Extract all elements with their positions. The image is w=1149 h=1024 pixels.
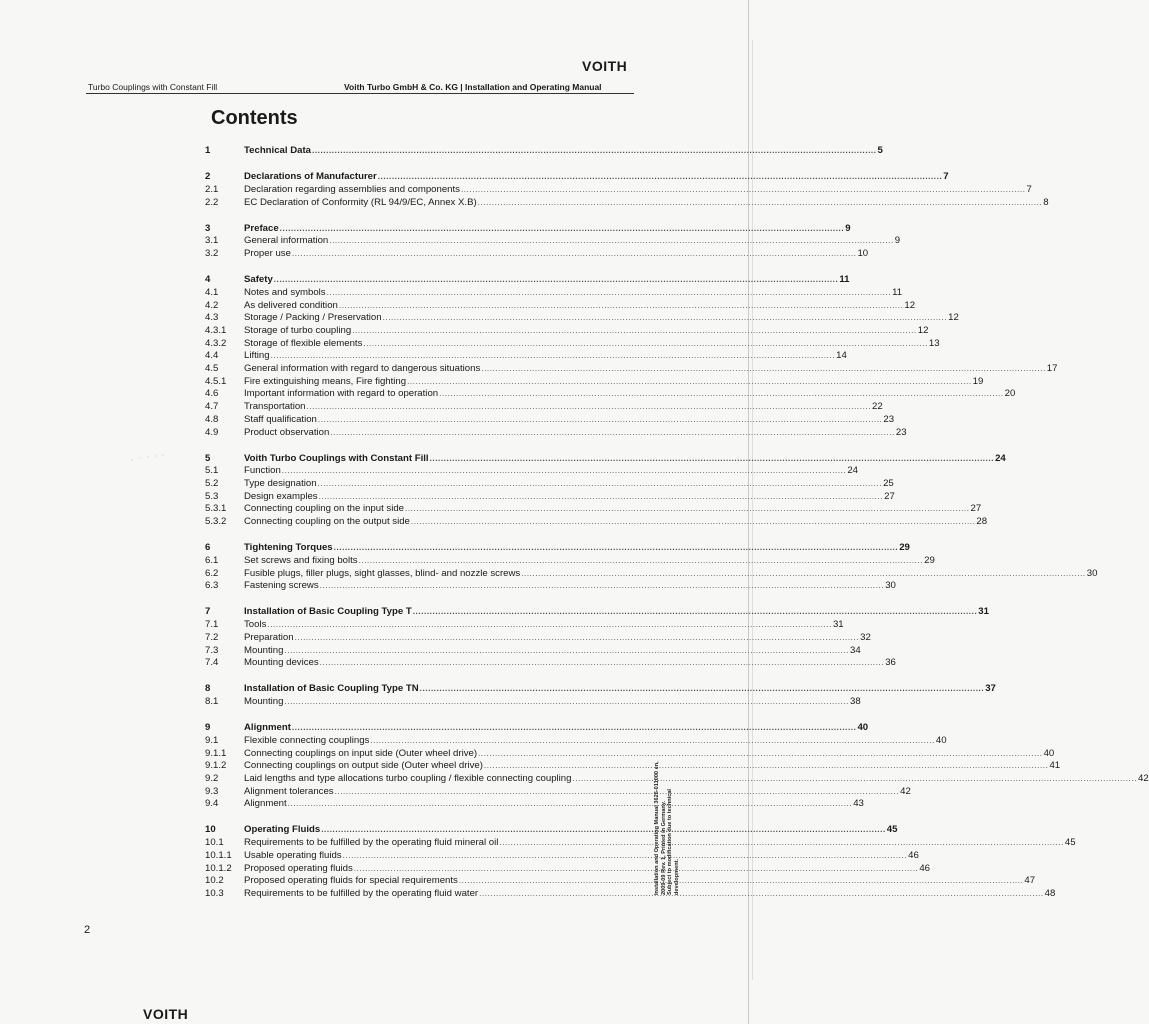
toc-leader-dots: ........................................................................................................................................................................................................ <box>352 325 917 335</box>
toc-entry-number: 4.9 <box>205 426 219 438</box>
toc-entry-number: 7.3 <box>205 644 219 656</box>
toc-entry-title: Usable operating fluids <box>244 849 342 861</box>
toc-chapter-entry[interactable] <box>205 683 996 695</box>
toc-entry-title: Mounting <box>244 696 284 707</box>
toc-entry-title: General information with regard to dangerous situations <box>244 363 481 374</box>
toc-entry-number: 4.1 <box>205 286 219 298</box>
toc-leader-dots: ........................................................................................................................................................................................................ <box>334 786 900 796</box>
page-title: Contents <box>211 107 298 129</box>
toc-leader-dots: ........................................................................................................................................................................................................ <box>330 427 895 437</box>
toc-entry[interactable] <box>205 248 869 260</box>
toc-leader-dots: ........................................................................................................................................................................................................ <box>458 876 1024 886</box>
toc-entry[interactable] <box>205 887 1056 900</box>
toc-entry-title: Requirements to be fulfilled by the operating fluid mineral oil <box>244 837 499 849</box>
toc-entry-page: 29 <box>899 542 910 554</box>
toc-chapter-entry[interactable] <box>205 274 850 286</box>
toc-entry-number: 4.4 <box>205 350 219 362</box>
toc-entry-title: Connecting coupling on the output side <box>244 516 410 528</box>
toc-entry-title: Design examples <box>244 490 318 502</box>
toc-entry-number: 5.2 <box>205 478 219 489</box>
toc-entry-number: 6.1 <box>205 554 219 566</box>
toc-entry[interactable] <box>205 503 982 515</box>
toc-entry-number: 7.1 <box>205 619 219 631</box>
toc-entry[interactable] <box>205 183 1032 196</box>
toc-leader-dots: ........................................................................................................................................................................................................ <box>270 351 836 361</box>
toc-entry-title: Declaration regarding assemblies and components <box>244 183 460 195</box>
toc-entry-number: 9 <box>205 722 211 734</box>
toc-entry-title: General information <box>244 235 329 247</box>
toc-leader-dots: ........................................................................................................................................................................................................ <box>342 850 908 860</box>
toc-entry-number: 10.2 <box>205 875 224 887</box>
toc-leader-dots: ........................................................................................................................................................................................................ <box>481 364 1046 373</box>
toc-entry-number: 4.2 <box>205 299 219 311</box>
toc-entry-page: 12 <box>917 324 929 336</box>
toc-entry[interactable] <box>205 286 903 299</box>
toc-entry-title: Fire extinguishing means, Fire fighting <box>244 375 407 387</box>
toc-leader-dots: ........................................................................................................................................................................................................ <box>353 863 919 873</box>
toc-entry-page: 24 <box>847 465 858 477</box>
toc-entry-number: 3.1 <box>205 235 219 247</box>
toc-leader-dots: ........................................................................................................................................................................................................ <box>382 313 948 323</box>
toc-entry-title: Mounting <box>244 644 284 656</box>
toc-entry-title: Preface <box>244 222 279 234</box>
toc-leader-dots: ........................................................................................................................................................................................................ <box>326 287 892 297</box>
toc-leader-dots: ........................................................................................................................................................................................................ <box>319 658 885 668</box>
toc-entry-page: 7 <box>943 171 949 183</box>
toc-entry-number: 6.2 <box>205 567 219 579</box>
toc-entry-number: 10.1 <box>205 837 224 849</box>
toc-entry-page: 47 <box>1024 875 1036 887</box>
toc-entry-number: 4.3 <box>205 312 219 324</box>
toc-entry-page: 31 <box>978 606 989 618</box>
toc-entry-number: 2.1 <box>205 183 219 195</box>
toc-leader-dots: ........................................................................................................................................................................................................ <box>363 338 928 348</box>
toc-entry-page: 30 <box>1086 567 1098 579</box>
toc-entry[interactable] <box>205 734 947 747</box>
toc-entry-title: Technical Data <box>244 145 312 156</box>
toc-entry[interactable] <box>205 413 895 426</box>
toc-entry-title: Storage of flexible elements <box>244 337 363 349</box>
toc-entry-number: 9.2 <box>205 772 219 784</box>
toc-entry-number: 6 <box>205 542 211 554</box>
toc-entry-number: 10.3 <box>205 887 224 899</box>
toc-entry-number: 1 <box>205 145 211 156</box>
toc-entry-title: Notes and symbols <box>244 286 326 298</box>
toc-entry[interactable] <box>205 235 901 247</box>
toc-entry-title: As delivered condition <box>244 299 338 311</box>
toc-entry[interactable] <box>205 785 911 798</box>
toc-entry-number: 4.5 <box>205 363 219 374</box>
toc-leader-dots: ........................................................................................................................................................................................................ <box>329 236 894 246</box>
toc-leader-dots: ........................................................................................................................................................................................................ <box>291 723 857 733</box>
toc-entry[interactable] <box>205 490 895 503</box>
toc-entry[interactable] <box>205 312 959 324</box>
toc-leader-dots: ........................................................................................................................................................................................................ <box>281 466 847 476</box>
toc-entry-title: Proposed operating fluids <box>244 862 353 874</box>
toc-entry-number: 4.3.2 <box>205 337 227 349</box>
toc-entry-page: 23 <box>883 413 895 425</box>
toc-entry-page: 43 <box>853 798 864 810</box>
toc-entry-title: Safety <box>244 274 273 286</box>
toc-leader-dots: ........................................................................................................................................................................................................ <box>318 491 884 501</box>
toc-entry-title: Fastening screws <box>244 580 319 592</box>
toc-leader-dots: ........................................................................................................................................................................................................ <box>439 389 1004 399</box>
toc-entry[interactable] <box>205 426 907 439</box>
toc-entry-page: 24 <box>995 452 1006 464</box>
toc-entry-page: 46 <box>919 862 931 874</box>
toc-entry-title: Connecting couplings on input side (Outer wheel drive) <box>244 747 478 759</box>
toc-entry[interactable] <box>205 849 919 862</box>
toc-entry-number: 9.1 <box>205 734 219 746</box>
toc-entry-page: 23 <box>895 426 907 438</box>
toc-entry-title: Storage of turbo coupling <box>244 324 352 336</box>
toc-entry-number: 4.6 <box>205 388 219 400</box>
header-publisher: Voith Turbo GmbH & Co. KG | Installation and Operating Manual <box>344 82 602 92</box>
toc-entry-title: Proper use <box>244 248 291 259</box>
toc-entry-title: Operating Fluids <box>244 824 321 836</box>
voith-logo-bottom: VOITH <box>143 1006 189 1022</box>
toc-entry-title: Declarations of Manufacturer <box>244 171 377 183</box>
side-note-line: Subject to modification due to technical development. <box>667 789 680 895</box>
toc-entry-title: Preparation <box>244 631 294 643</box>
toc-entry[interactable] <box>205 631 871 644</box>
toc-entry-page: 29 <box>924 554 935 566</box>
toc-entry-title: Alignment <box>244 722 291 734</box>
toc-entry-title: Important information with regard to operation <box>244 388 439 400</box>
toc-entry[interactable] <box>205 554 935 567</box>
toc-entry-page: 19 <box>972 375 984 387</box>
toc-leader-dots: ........................................................................................................................................................................................................ <box>317 479 883 488</box>
side-note-line: 2009-09 Rev. 1, Printed in Germany. <box>660 801 667 895</box>
toc-leader-dots: ........................................................................................................................................................................................................ <box>405 504 970 514</box>
toc-entry-number: 8.1 <box>205 696 219 707</box>
toc-entry-title: Product observation <box>244 426 330 438</box>
toc-entry-page: 42 <box>1138 772 1149 784</box>
toc-entry-title: Tightening Torques <box>244 542 333 554</box>
toc-leader-dots: ........................................................................................................................................................................................................ <box>312 146 877 155</box>
toc-leader-dots: ........................................................................................................................................................................................................ <box>410 517 976 527</box>
toc-leader-dots: ........................................................................................................................................................................................................ <box>319 581 885 591</box>
toc-entry-title: Connecting coupling on the input side <box>244 503 405 515</box>
toc-leader-dots: ........................................................................................................................................................................................................ <box>460 184 1026 194</box>
toc-entry-page: 48 <box>1044 887 1056 899</box>
toc-entry-number: 4.8 <box>205 413 219 425</box>
toc-entry-number: 7.4 <box>205 657 219 669</box>
toc-leader-dots: ........................................................................................................................................................................................................ <box>477 197 1043 207</box>
toc-leader-dots: ........................................................................................................................................................................................................ <box>407 376 972 386</box>
toc-entry-number: 4.7 <box>205 401 219 413</box>
toc-leader-dots: ........................................................................................................................................................................................................ <box>521 568 1086 578</box>
toc-entry-page: 12 <box>904 299 916 311</box>
toc-entry-number: 10 <box>205 824 216 836</box>
toc-entry-page: 22 <box>872 401 883 413</box>
toc-leader-dots: ........................................................................................................................................................................................................ <box>273 275 839 285</box>
toc-entry-title: Proposed operating fluids for special requirements <box>244 875 458 887</box>
toc-entry-page: 37 <box>985 683 996 695</box>
toc-entry-page: 27 <box>884 490 895 502</box>
toc-leader-dots: ........................................................................................................................................................................................................ <box>333 543 899 553</box>
toc-entry-number: 4 <box>205 274 211 286</box>
toc-entry-number: 10.1.2 <box>205 862 232 874</box>
toc-entry[interactable] <box>205 299 916 312</box>
toc-entry-number: 3 <box>205 222 211 234</box>
toc-leader-dots: ........................................................................................................................................................................................................ <box>572 773 1138 783</box>
toc-entry-page: 17 <box>1046 363 1058 374</box>
toc-entry[interactable] <box>205 388 1016 400</box>
toc-leader-dots: ........................................................................................................................................................................................................ <box>321 825 886 835</box>
toc-leader-dots: ........................................................................................................................................................................................................ <box>279 223 845 233</box>
toc-entry[interactable] <box>205 696 861 708</box>
toc-chapter-entry[interactable] <box>205 606 989 618</box>
toc-entry-title: Tools <box>244 619 267 631</box>
header-document-title: Turbo Couplings with Constant Fill <box>88 82 218 92</box>
toc-entry-title: Installation of Basic Coupling Type T <box>244 606 412 618</box>
toc-entry-page: 42 <box>900 785 911 797</box>
toc-entry-title: Mounting devices <box>244 657 319 669</box>
toc-entry-page: 40 <box>1043 747 1055 759</box>
toc-entry-number: 4.3.1 <box>205 324 227 336</box>
toc-entry-number: 2 <box>205 171 211 183</box>
side-note <box>654 755 680 895</box>
toc-leader-dots: ........................................................................................................................................................................................................ <box>429 453 995 463</box>
toc-entry[interactable] <box>205 798 864 810</box>
toc-entry-page: 8 <box>1043 196 1049 208</box>
toc-leader-dots: ........................................................................................................................................................................................................ <box>294 632 860 642</box>
toc-leader-dots: ........................................................................................................................................................................................................ <box>338 300 904 310</box>
toc-entry-page: 34 <box>850 644 861 656</box>
side-note-line: Installation and Operating Manual 3626-011000 en, <box>654 761 660 895</box>
toc-entry-page: 30 <box>885 580 896 592</box>
toc-leader-dots: ........................................................................................................................................................................................................ <box>358 555 924 565</box>
toc-entry[interactable] <box>205 350 847 362</box>
page-number: 2 <box>84 924 91 936</box>
toc-entry-number: 9.1.2 <box>205 760 227 772</box>
toc-entry-page: 11 <box>892 286 903 298</box>
toc-entry-page: 20 <box>1004 388 1016 400</box>
toc-leader-dots: ........................................................................................................................................................................................................ <box>284 697 849 706</box>
toc-entry[interactable] <box>205 465 858 477</box>
toc-entry[interactable] <box>205 478 894 490</box>
toc-entry-title: Installation of Basic Coupling Type TN <box>244 683 419 695</box>
toc-leader-dots: ........................................................................................................................................................................................................ <box>306 402 872 412</box>
toc-leader-dots: ........................................................................................................................................................................................................ <box>317 414 883 424</box>
toc-chapter-entry[interactable] <box>205 824 898 836</box>
toc-entry-page: 45 <box>1064 837 1076 849</box>
toc-entry[interactable] <box>205 516 988 528</box>
toc-entry[interactable] <box>205 363 1058 375</box>
toc-chapter-entry[interactable] <box>205 222 851 235</box>
toc-entry-page: 40 <box>857 722 869 734</box>
toc-entry[interactable] <box>205 747 1055 760</box>
toc-entry-page: 38 <box>850 696 861 707</box>
toc-entry-number: 5 <box>205 452 211 464</box>
toc-entry-title: Laid lengths and type allocations turbo coupling / flexible connecting coupling <box>244 772 572 784</box>
toc-entry-page: 27 <box>970 503 982 515</box>
toc-entry-page: 41 <box>1049 760 1061 772</box>
toc-chapter-entry[interactable] <box>205 145 883 157</box>
toc-entry-number: 9.4 <box>205 798 219 810</box>
toc-entry-page: 25 <box>883 478 894 489</box>
toc-entry-number: 3.2 <box>205 248 219 259</box>
toc-entry-number: 6.3 <box>205 580 219 592</box>
toc-entry-number: 5.3.1 <box>205 503 227 515</box>
toc-leader-dots: ........................................................................................................................................................................................................ <box>267 620 832 630</box>
toc-chapter-entry[interactable] <box>205 542 910 554</box>
toc-entry-page: 13 <box>928 337 940 349</box>
toc-leader-dots: ........................................................................................................................................................................................................ <box>419 684 985 694</box>
toc-entry-title: Storage / Packing / Preservation <box>244 312 382 324</box>
toc-entry[interactable] <box>205 772 1149 785</box>
toc-entry-number: 7 <box>205 606 211 618</box>
toc-leader-dots: ........................................................................................................................................................................................................ <box>284 645 849 655</box>
toc-entry[interactable] <box>205 324 929 337</box>
toc-entry-number: 7.2 <box>205 631 219 643</box>
toc-chapter-entry[interactable] <box>205 722 869 734</box>
toc-chapter-entry[interactable] <box>205 171 949 183</box>
toc-entry-page: 45 <box>886 824 898 836</box>
toc-entry[interactable] <box>205 337 940 350</box>
toc-entry-title: Type designation <box>244 478 317 489</box>
toc-entry-title: Connecting couplings on output side (Outer wheel drive) <box>244 760 483 772</box>
toc-entry-number: 4.5.1 <box>205 375 227 387</box>
toc-entry-number: 8 <box>205 683 211 695</box>
toc-leader-dots: ........................................................................................................................................................................................................ <box>483 761 1049 771</box>
toc-leader-dots: ........................................................................................................................................................................................................ <box>412 607 978 617</box>
voith-logo-top: VOITH <box>582 58 628 74</box>
toc-entry[interactable] <box>205 862 931 875</box>
toc-entry-title: Alignment tolerances <box>244 785 334 797</box>
toc-leader-dots: ........................................................................................................................................................................................................ <box>370 735 935 745</box>
toc-entry-title: Transportation <box>244 401 306 413</box>
toc-entry-title: Lifting <box>244 350 270 362</box>
toc-entry-page: 46 <box>908 849 919 861</box>
toc-entry-title: Requirements to be fulfilled by the operating fluid water <box>244 887 479 899</box>
toc-entry-title: Function <box>244 465 281 477</box>
toc-entry[interactable] <box>205 644 861 657</box>
toc-leader-dots: ........................................................................................................................................................................................................ <box>479 888 1044 898</box>
toc-leader-dots: ........................................................................................................................................................................................................ <box>478 748 1043 758</box>
toc-entry[interactable] <box>205 760 1061 772</box>
toc-chapter-entry[interactable] <box>205 452 1006 465</box>
toc-entry[interactable] <box>205 567 1098 580</box>
toc-entry-title: Voith Turbo Couplings with Constant Fill <box>244 452 429 464</box>
toc-entry-page: 10 <box>857 248 869 259</box>
toc-entry-number: 5.1 <box>205 465 219 477</box>
toc-entry-page: 28 <box>976 516 988 528</box>
toc-entry[interactable] <box>205 580 896 592</box>
toc-entry-title: Set screws and fixing bolts <box>244 554 358 566</box>
toc-entry-number: 5.3 <box>205 490 219 502</box>
toc-leader-dots: ........................................................................................................................................................................................................ <box>377 172 943 182</box>
toc-entry-number: 9.1.1 <box>205 747 227 759</box>
toc-leader-dots: ........................................................................................................................................................................................................ <box>291 249 857 258</box>
toc-entry-page: 12 <box>948 312 959 324</box>
toc-entry[interactable] <box>205 657 896 669</box>
toc-entry[interactable] <box>205 375 984 388</box>
toc-entry-number: 2.2 <box>205 196 219 208</box>
toc-entry-number: 5.3.2 <box>205 516 227 528</box>
toc-entry-page: 31 <box>832 619 844 631</box>
toc-entry[interactable] <box>205 875 1036 887</box>
toc-entry-page: 7 <box>1026 183 1032 195</box>
toc-entry-number: 9.3 <box>205 785 219 797</box>
toc-entry-number: 10.1.1 <box>205 849 232 861</box>
toc-entry[interactable] <box>205 619 844 631</box>
toc-entry-title: EC Declaration of Conformity (RL 94/9/EC, Annex X.B) <box>244 196 477 208</box>
toc-entry-page: 9 <box>894 235 901 247</box>
toc-entry-title: Alignment <box>244 798 287 810</box>
toc-entry[interactable] <box>205 837 1076 849</box>
toc-entry-page: 40 <box>935 734 947 746</box>
toc-entry-page: 32 <box>860 631 871 643</box>
toc-entry-page: 36 <box>885 657 896 669</box>
toc-entry[interactable] <box>205 401 883 413</box>
toc-leader-dots: ........................................................................................................................................................................................................ <box>287 799 853 809</box>
toc-entry[interactable] <box>205 196 1049 209</box>
toc-entry-page: 14 <box>836 350 847 362</box>
toc-entry-title: Staff qualification <box>244 413 317 425</box>
toc-entry-page: 11 <box>839 274 850 286</box>
toc-leader-dots: ........................................................................................................................................................................................................ <box>499 838 1064 848</box>
toc-entry-title: Fusible plugs, filler plugs, sight glasses, blind- and nozzle screws <box>244 567 521 579</box>
toc-entry-page: 9 <box>845 222 851 234</box>
toc-entry-title: Flexible connecting couplings <box>244 734 370 746</box>
toc-entry-page: 5 <box>877 145 883 156</box>
